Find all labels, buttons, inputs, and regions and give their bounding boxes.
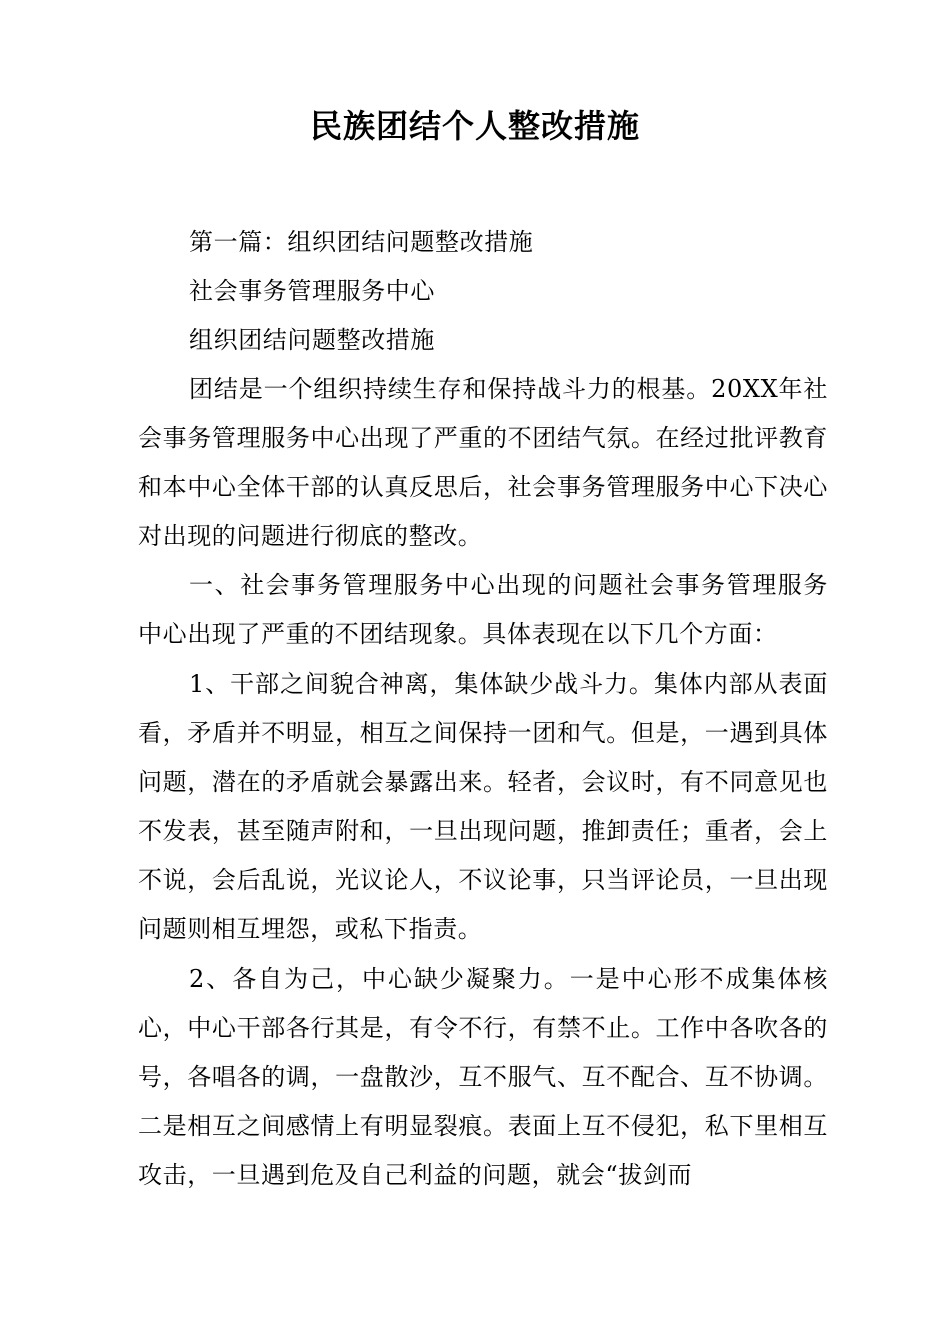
paragraph-point-one: 1、干部之间貌合神离，集体缺少战斗力。集体内部从表面看，矛盾并不明显，相互之间保持一团和气。但是，一遇到具体问题，潜在的矛盾就会暴露出来。轻者，会议时，有不同意见也不发表，甚至随声附和，一旦出现问题，推卸责任；重者，会上不说，会后乱说，光议论人，不议论事，只当评论员，一旦出现问题则相互埋怨，或私下指责。 [138,670,828,943]
paragraph-point-two: 2、各自为己，中心缺少凝聚力。一是中心形不成集体核心，中心干部各行其是，有令不行，有禁不止。工作中各吹各的号，各唱各的调，一盘散沙，互不服气、互不配合、互不协调。二是相互之间感情上有明显裂痕。表面上互不侵犯，私下里相互攻击，一旦遇到危及自己利益的问题，就会“拔剑而 [138,965,828,1189]
document-body [138,218,828,1200]
paragraph-heading: 第一篇：组织团结问题整改措施 [189,228,534,256]
paragraph-organization: 社会事务管理服务中心 [189,277,435,305]
document-title: 民族团结个人整改措施 [309,107,640,145]
paragraph-subtitle: 组织团结问题整改措施 [189,326,435,354]
paragraph-intro: 团结是一个组织持续生存和保持战斗力的根基。20XX年社会事务管理服务中心出现了严重的不团结气氛。在经过批评教育和本中心全体干部的认真反思后，社会事务管理服务中心下决心对出现的问题进行彻底的整改。 [138,375,828,550]
paragraph-section-one: 一、社会事务管理服务中心出现的问题社会事务管理服务中心出现了严重的不团结现象。具体表现在以下几个方面： [138,571,828,648]
